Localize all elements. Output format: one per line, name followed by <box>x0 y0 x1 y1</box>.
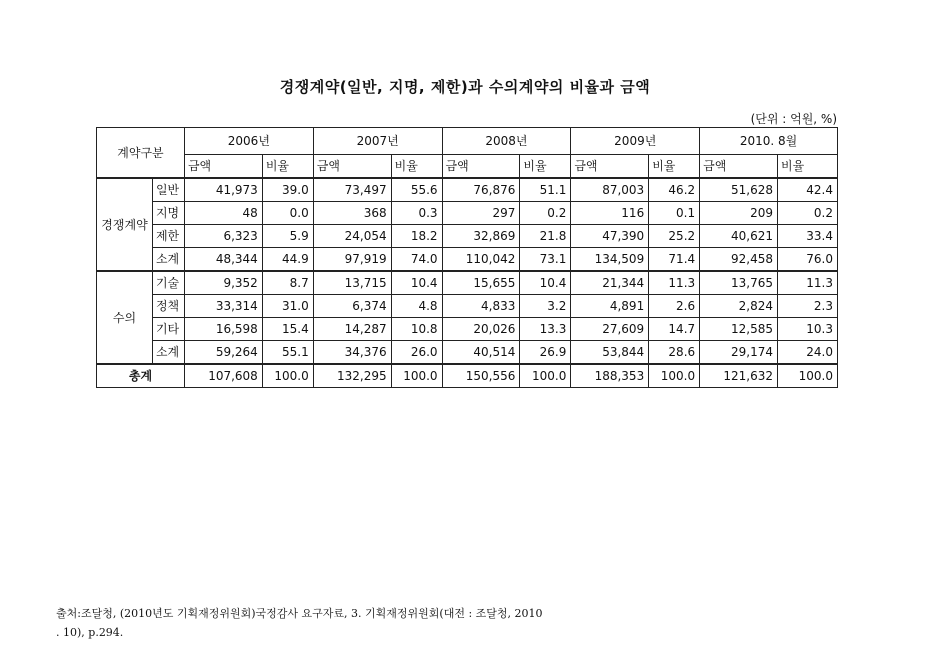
ratio-cell: 10.4 <box>520 271 571 295</box>
amount-cell: 92,458 <box>700 248 778 272</box>
ratio-cell: 51.1 <box>520 178 571 202</box>
row-label: 소계 <box>152 248 184 272</box>
amount-cell: 13,765 <box>700 271 778 295</box>
ratio-cell: 2.6 <box>649 295 700 318</box>
group-label: 수의 <box>97 271 153 364</box>
total-ratio-cell: 100.0 <box>649 364 700 388</box>
amount-cell: 53,844 <box>571 341 649 365</box>
ratio-header: 비율 <box>649 155 700 179</box>
ratio-cell: 4.8 <box>391 295 442 318</box>
ratio-cell: 71.4 <box>649 248 700 272</box>
ratio-cell: 46.2 <box>649 178 700 202</box>
ratio-header: 비율 <box>391 155 442 179</box>
total-ratio-cell: 100.0 <box>778 364 838 388</box>
ratio-header: 비율 <box>778 155 838 179</box>
amount-cell: 4,891 <box>571 295 649 318</box>
source-note <box>56 604 543 642</box>
total-ratio-cell: 100.0 <box>520 364 571 388</box>
ratio-cell: 15.4 <box>262 318 313 341</box>
ratio-cell: 13.3 <box>520 318 571 341</box>
ratio-cell: 8.7 <box>262 271 313 295</box>
amount-cell: 12,585 <box>700 318 778 341</box>
amount-cell: 6,374 <box>313 295 391 318</box>
total-ratio-cell: 100.0 <box>391 364 442 388</box>
row-label: 기술 <box>152 271 184 295</box>
ratio-cell: 31.0 <box>262 295 313 318</box>
amount-cell: 87,003 <box>571 178 649 202</box>
ratio-header: 비율 <box>262 155 313 179</box>
ratio-cell: 11.3 <box>778 271 838 295</box>
ratio-cell: 0.2 <box>520 202 571 225</box>
amount-cell: 9,352 <box>184 271 262 295</box>
row-label: 기타 <box>152 318 184 341</box>
unit-note: (단위 : 억원, %) <box>750 112 837 126</box>
amount-cell: 134,509 <box>571 248 649 272</box>
ratio-cell: 42.4 <box>778 178 838 202</box>
ratio-cell: 2.3 <box>778 295 838 318</box>
amount-cell: 16,598 <box>184 318 262 341</box>
amount-cell: 40,514 <box>442 341 520 365</box>
amount-cell: 48,344 <box>184 248 262 272</box>
amount-header: 금액 <box>571 155 649 179</box>
row-label: 일반 <box>152 178 184 202</box>
table-row <box>97 248 838 272</box>
amount-cell: 76,876 <box>442 178 520 202</box>
row-label: 제한 <box>152 225 184 248</box>
ratio-cell: 18.2 <box>391 225 442 248</box>
header-row-years <box>97 128 838 155</box>
amount-cell: 24,054 <box>313 225 391 248</box>
table-row <box>97 178 838 202</box>
ratio-cell: 26.9 <box>520 341 571 365</box>
amount-cell: 14,287 <box>313 318 391 341</box>
ratio-cell: 26.0 <box>391 341 442 365</box>
ratio-header: 비율 <box>520 155 571 179</box>
total-amount-cell: 107,608 <box>184 364 262 388</box>
table-row <box>97 341 838 365</box>
amount-cell: 13,715 <box>313 271 391 295</box>
amount-cell: 29,174 <box>700 341 778 365</box>
amount-cell: 209 <box>700 202 778 225</box>
ratio-cell: 44.9 <box>262 248 313 272</box>
amount-cell: 48 <box>184 202 262 225</box>
ratio-cell: 24.0 <box>778 341 838 365</box>
source-line-2: . 10), p.294. <box>56 626 124 639</box>
total-amount-cell: 121,632 <box>700 364 778 388</box>
amount-header: 금액 <box>313 155 391 179</box>
ratio-cell: 74.0 <box>391 248 442 272</box>
year-header: 2008년 <box>442 128 571 155</box>
amount-cell: 59,264 <box>184 341 262 365</box>
amount-cell: 40,621 <box>700 225 778 248</box>
header-row-sub <box>97 155 838 179</box>
contract-table <box>96 127 838 388</box>
ratio-cell: 3.2 <box>520 295 571 318</box>
amount-cell: 32,869 <box>442 225 520 248</box>
year-header: 2010. 8월 <box>700 128 838 155</box>
amount-cell: 51,628 <box>700 178 778 202</box>
row-label: 지명 <box>152 202 184 225</box>
table-row <box>97 318 838 341</box>
row-label: 정책 <box>152 295 184 318</box>
total-amount-cell: 188,353 <box>571 364 649 388</box>
amount-cell: 73,497 <box>313 178 391 202</box>
ratio-cell: 10.4 <box>391 271 442 295</box>
amount-cell: 110,042 <box>442 248 520 272</box>
ratio-cell: 14.7 <box>649 318 700 341</box>
amount-cell: 15,655 <box>442 271 520 295</box>
total-amount-cell: 150,556 <box>442 364 520 388</box>
amount-header: 금액 <box>700 155 778 179</box>
amount-cell: 6,323 <box>184 225 262 248</box>
amount-cell: 368 <box>313 202 391 225</box>
row-label: 소계 <box>152 341 184 365</box>
ratio-cell: 10.8 <box>391 318 442 341</box>
amount-header: 금액 <box>184 155 262 179</box>
year-header: 2006년 <box>184 128 313 155</box>
ratio-cell: 76.0 <box>778 248 838 272</box>
amount-header: 금액 <box>442 155 520 179</box>
amount-cell: 41,973 <box>184 178 262 202</box>
table-row <box>97 295 838 318</box>
ratio-cell: 28.6 <box>649 341 700 365</box>
amount-cell: 97,919 <box>313 248 391 272</box>
ratio-cell: 0.3 <box>391 202 442 225</box>
ratio-cell: 0.1 <box>649 202 700 225</box>
amount-cell: 21,344 <box>571 271 649 295</box>
ratio-cell: 0.2 <box>778 202 838 225</box>
ratio-cell: 55.6 <box>391 178 442 202</box>
table-row <box>97 202 838 225</box>
amount-cell: 33,314 <box>184 295 262 318</box>
year-header: 2009년 <box>571 128 700 155</box>
amount-cell: 47,390 <box>571 225 649 248</box>
ratio-cell: 5.9 <box>262 225 313 248</box>
amount-cell: 2,824 <box>700 295 778 318</box>
total-row <box>97 364 838 388</box>
ratio-cell: 55.1 <box>262 341 313 365</box>
amount-cell: 34,376 <box>313 341 391 365</box>
total-label: 총계 <box>97 364 185 388</box>
ratio-cell: 33.4 <box>778 225 838 248</box>
ratio-cell: 39.0 <box>262 178 313 202</box>
year-header: 2007년 <box>313 128 442 155</box>
amount-cell: 116 <box>571 202 649 225</box>
amount-cell: 27,609 <box>571 318 649 341</box>
amount-cell: 297 <box>442 202 520 225</box>
amount-cell: 4,833 <box>442 295 520 318</box>
total-ratio-cell: 100.0 <box>262 364 313 388</box>
source-line-1: 출처:조달청, (2010년도 기획재정위원회)국정감사 요구자료, 3. 기획재정위원회(대전 : 조달청, 2010 <box>56 607 543 620</box>
ratio-cell: 25.2 <box>649 225 700 248</box>
ratio-cell: 11.3 <box>649 271 700 295</box>
ratio-cell: 73.1 <box>520 248 571 272</box>
amount-cell: 20,026 <box>442 318 520 341</box>
table-row <box>97 225 838 248</box>
total-amount-cell: 132,295 <box>313 364 391 388</box>
corner-header: 계약구분 <box>97 128 185 179</box>
ratio-cell: 10.3 <box>778 318 838 341</box>
ratio-cell: 21.8 <box>520 225 571 248</box>
ratio-cell: 0.0 <box>262 202 313 225</box>
table-row <box>97 271 838 295</box>
group-label: 경쟁계약 <box>97 178 153 271</box>
table-title: 경쟁계약(일반, 지명, 제한)과 수의계약의 비율과 금액 <box>279 78 651 96</box>
